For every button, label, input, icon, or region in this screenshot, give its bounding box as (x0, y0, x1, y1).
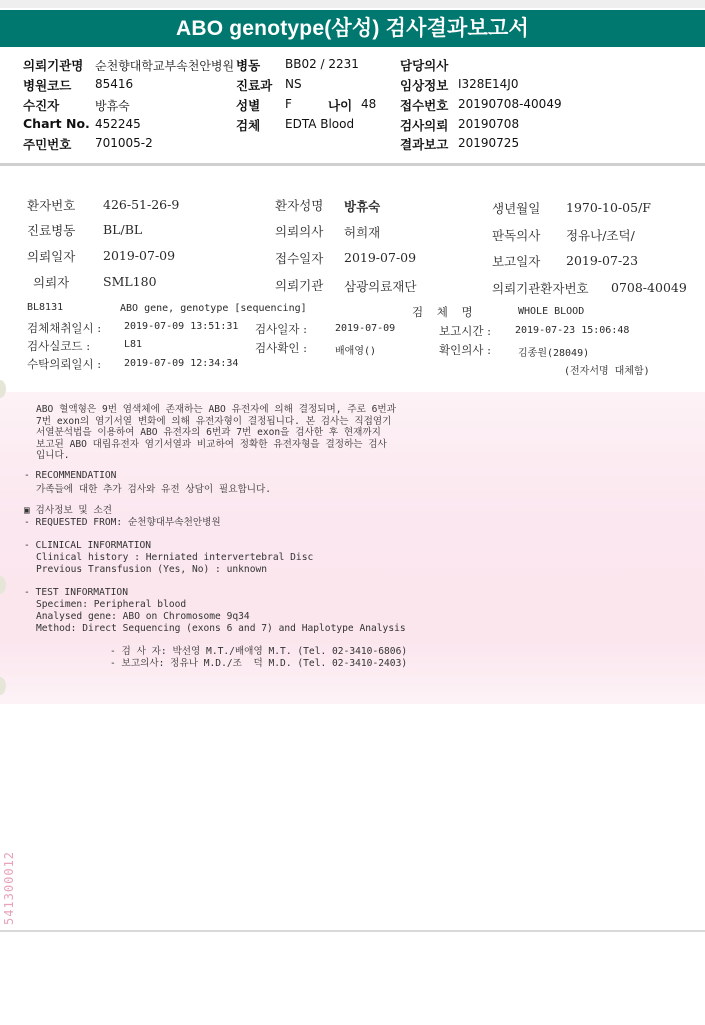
patient-no-value: 426-51-26-9 (103, 197, 180, 212)
ward-scan-label: 진료병동 (27, 223, 76, 238)
test-confirm-value: 배애영() (335, 346, 377, 357)
request-doctor-value: 허희재 (344, 225, 381, 240)
dept-value: NS (285, 77, 302, 91)
age-value: 48 (361, 97, 377, 111)
patient-value: 방휴숙 (95, 99, 130, 113)
test-method: Method: Direct Sequencing (exons 6 and 7) and Haplotype Analysis (36, 623, 406, 634)
report-time-label: 보고시간 : (439, 324, 491, 338)
test-info-heading: ▣ 검사정보 및 소견 (24, 505, 112, 516)
hospital-code-value: 85416 (95, 77, 134, 91)
patient-no-label: 환자번호 (27, 198, 76, 213)
specimen-name-label: 검 체 명 (412, 305, 473, 319)
chart-no-value: 452245 (95, 117, 141, 131)
receipt-no-label: 접수번호 (400, 98, 449, 113)
hospital-code-label: 병원코드 (23, 78, 72, 93)
confirm-doctor-label: 확인의사 : (439, 343, 491, 357)
bottom-divider (0, 930, 705, 932)
org-patient-no-label: 의뢰기관환자번호 (492, 281, 589, 296)
rrn-value: 701005-2 (95, 136, 153, 150)
rrn-label: 주민번호 (23, 137, 72, 152)
top-strip (0, 0, 705, 8)
test-date-value: 2019-07-09 (335, 323, 396, 334)
reading-doctor-value: 정유나/조덕/ (566, 228, 635, 243)
ward-scan-value: BL/BL (103, 222, 143, 237)
requester-label: 의뢰자 (33, 275, 70, 290)
previous-transfusion: Previous Transfusion (Yes, No) : unknown (36, 564, 268, 575)
test-information-heading: - TEST INFORMATION (24, 587, 128, 598)
clinical-info-heading: - CLINICAL INFORMATION (24, 540, 152, 551)
sex-value: F (285, 97, 292, 111)
request-org-value: 순천향대학교부속천안병원 (95, 59, 235, 73)
test-code: BL8131 (27, 302, 64, 313)
request-doctor-label: 의뢰의사 (275, 224, 324, 239)
test-request-value: 20190708 (458, 117, 520, 131)
requested-from: - REQUESTED FROM: 순천향대부속천안병원 (24, 517, 221, 528)
clinical-info-value: I328E14J0 (458, 77, 519, 91)
test-date-label: 검사일자 : (255, 322, 307, 336)
barcode-number: 541300012 (2, 850, 16, 925)
report-time-value: 2019-07-23 15:06:48 (515, 325, 630, 336)
receipt-date-value: 2019-07-09 (344, 250, 417, 265)
reporter-signature: - 보고의사: 정유나 M.D./조 덕 M.D. (Tel. 02-3410-2403) (110, 658, 408, 669)
tester-signature: - 검 사 자: 박선영 M.T./배애영 M.T. (Tel. 02-3410-6806) (110, 646, 408, 657)
report-title: ABO genotype(삼성) 검사결과보고서 (0, 10, 705, 47)
receipt-no-value: 20190708-40049 (458, 97, 562, 111)
ward-label: 병동 (236, 58, 261, 73)
recommendation-heading: - RECOMMENDATION (24, 470, 117, 481)
specimen-name-value: WHOLE BLOOD (518, 306, 585, 317)
age-label: 나이 (328, 98, 353, 113)
patient-name-value: 방휴숙 (344, 199, 381, 214)
test-request-label: 검사의뢰 (400, 118, 449, 133)
collect-time-value: 2019-07-09 13:51:31 (124, 321, 239, 332)
result-report-label: 결과보고 (400, 137, 449, 152)
org-patient-no-value: 0708-40049 (611, 280, 687, 295)
consign-time-label: 수탁의뢰일시 : (27, 357, 102, 371)
patient-name-label: 환자성명 (275, 198, 324, 213)
test-specimen: Specimen: Peripheral blood (36, 599, 187, 610)
doctor-label: 담당의사 (400, 58, 449, 73)
consign-time-value: 2019-07-09 12:34:34 (124, 358, 239, 369)
esign-note: (전자서명 대체함) (564, 366, 650, 377)
request-org-scan-label: 의뢰기관 (275, 278, 324, 293)
lab-code-label: 검사실코드 : (27, 339, 91, 353)
barcode-number-wrapper (2, 850, 18, 1025)
report-date-value: 2019-07-23 (566, 253, 639, 268)
clinical-info-label: 임상정보 (400, 78, 449, 93)
report-date-label: 보고일자 (492, 254, 541, 269)
test-analysed-gene: Analysed gene: ABO on Chromosome 9q34 (36, 611, 250, 622)
requester-value: SML180 (103, 274, 157, 289)
request-org-label: 의뢰기관명 (23, 58, 84, 73)
birth-date-value: 1970-10-05/F (566, 200, 651, 215)
request-date-value: 2019-07-09 (103, 248, 176, 263)
result-report-value: 20190725 (458, 136, 520, 150)
birth-date-label: 생년월일 (492, 201, 541, 216)
ward-value: BB02 / 2231 (285, 57, 359, 71)
recommendation-text: 가족들에 대한 추가 검사와 유전 상담이 필요합니다. (36, 484, 272, 495)
test-confirm-label: 검사확인 : (255, 341, 307, 355)
abo-description: ABO 혈액형은 9번 염색체에 존재하는 ABO 유전자에 의해 결정되며, 주로 6번과 7번 exon의 염기서열 변화에 의해 유전자형이 결정됩니다. 본 검사는 직접염기 서열분석법을 이용하여 ABO 유전자의 6번과 7번 exon을 검사한 후 현재까지 보고된 ABO 대립유전자 염기서열과 비교하여 정확한 유전자형을 결정하는 검사 입니다. (36, 404, 396, 462)
request-date-label: 의뢰일자 (27, 249, 76, 264)
confirm-doctor-value: 김종원(28049) (518, 348, 590, 359)
patient-label: 수진자 (23, 98, 60, 113)
lab-code-value: L81 (124, 339, 143, 350)
collect-time-label: 검체채취일시 : (27, 321, 102, 335)
test-name: ABO gene, genotype [sequencing] (120, 303, 307, 314)
sex-label: 성별 (236, 98, 261, 113)
specimen-label: 검체 (236, 118, 261, 133)
clinical-history: Clinical history : Herniated intervertebral Disc (36, 552, 314, 563)
reading-doctor-label: 판독의사 (492, 228, 541, 243)
receipt-date-label: 접수일자 (275, 251, 324, 266)
specimen-value: EDTA Blood (285, 117, 355, 131)
request-org-scan-value: 삼광의료재단 (344, 279, 417, 294)
dept-label: 진료과 (236, 78, 273, 93)
chart-no-label: Chart No. (23, 116, 90, 131)
